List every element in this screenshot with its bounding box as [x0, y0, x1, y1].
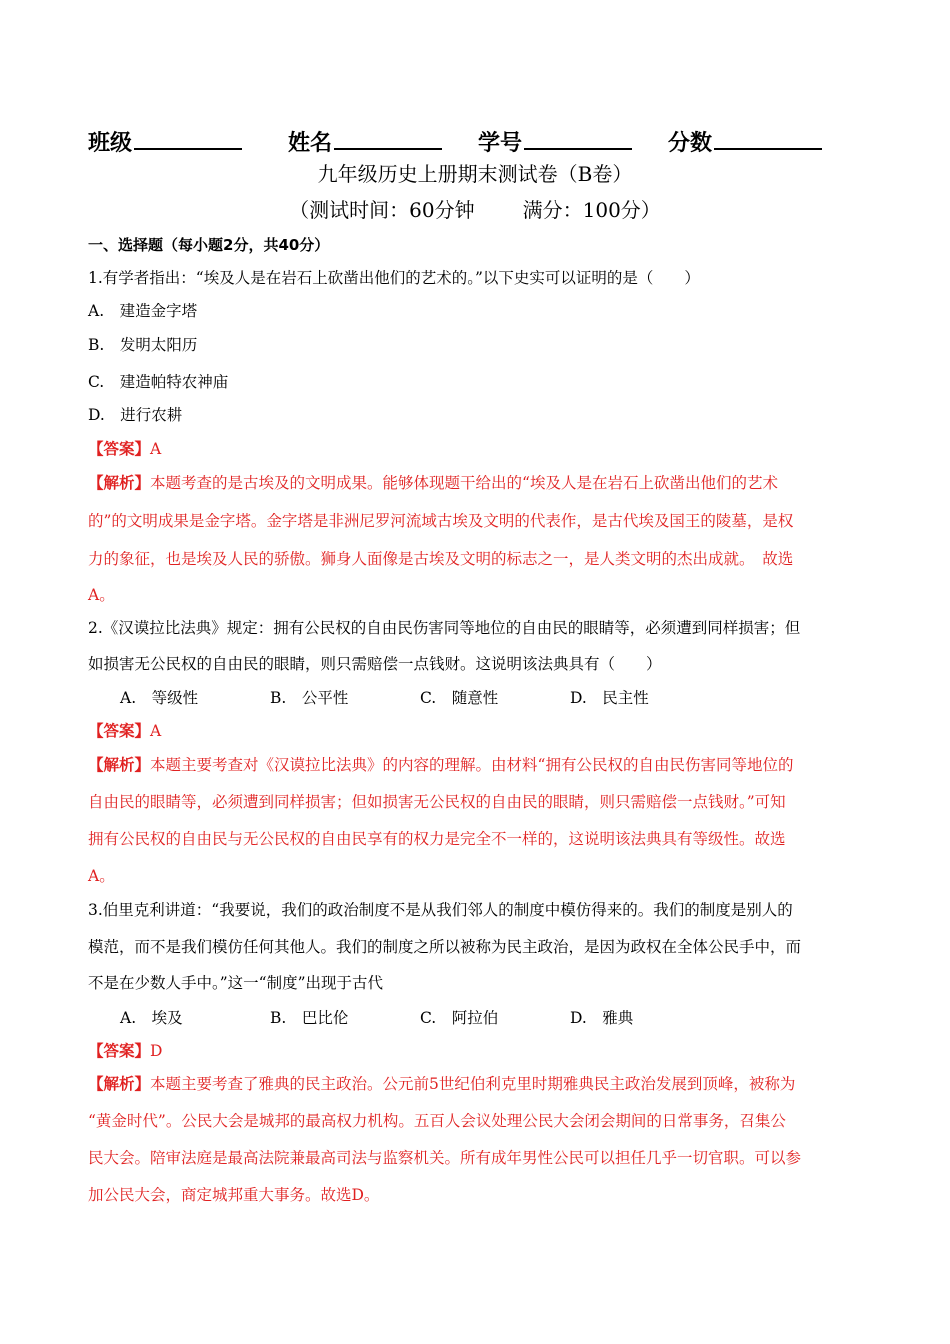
student-info-fields [88, 124, 868, 156]
exam-subtitle [0, 196, 950, 224]
q2-analysis-text: 本题主要考查对《汉谟拉比法典》的内容的理解。由材料“拥有公民权的自由民伤害同等地位的 [150, 756, 794, 774]
exam-time: （测试时间：60分钟 [289, 198, 475, 222]
q1-option-b: B. 发明太阳历 [88, 336, 198, 354]
q1-analysis-line: 的”的文明成果是金字塔。金字塔是非洲尼罗河流域古埃及文明的代表作，是古代埃及国王的陵墓，是权 [88, 512, 794, 530]
q1-option-c: C. 建造帕特农神庙 [88, 373, 229, 391]
q3-stem-line: 3.伯里克利讲道：“我要说，我们的政治制度不是从我们邻人的制度中模仿得来的。我们的制度是别人的 [88, 901, 793, 919]
q2-option-c: C. 随意性 [420, 689, 499, 707]
q3-option-b: B. 巴比伦 [270, 1009, 349, 1027]
q2-answer [88, 720, 868, 742]
q2-answer-value: A [150, 722, 162, 740]
q3-answer [88, 1040, 868, 1062]
student-id-field [478, 124, 632, 158]
q1-answer-value: A [150, 440, 162, 458]
score-field [668, 124, 822, 158]
name-field [288, 124, 442, 158]
score-label: 分数 [668, 131, 713, 156]
name-label: 姓名 [288, 131, 333, 156]
q3-analysis-line: 民大会。陪审法庭是最高法院兼最高司法与监察机关。所有成年男性公民可以担任几乎一切官职。可以参 [88, 1149, 802, 1167]
q1-stem: 1.有学者指出：“埃及人是在岩石上砍凿出他们的艺术的。”以下史实可以证明的是（ ） [88, 269, 700, 287]
answer-tag: 【答案】 [88, 721, 151, 740]
q2-analysis-line: A。 [88, 867, 115, 885]
q2-option-a: A. 等级性 [120, 689, 199, 707]
analysis-tag: 【解析】 [88, 755, 151, 774]
q2-options [120, 687, 820, 709]
class-blank [134, 124, 242, 150]
q1-analysis-line: 力的象征，也是埃及人民的骄傲。狮身人面像是古埃及文明的标志之一，是人类文明的杰出成就。 故选 [88, 550, 794, 568]
q2-option-b: B. 公平性 [270, 689, 349, 707]
q3-option-a: A. 埃及 [120, 1009, 183, 1027]
section-heading: 一、选择题（每小题2分，共40分） [88, 236, 330, 254]
score-blank [714, 124, 822, 150]
q3-option-d: D. 雅典 [570, 1009, 634, 1027]
q3-option-c: C. 阿拉伯 [420, 1009, 499, 1027]
q3-analysis-text: 本题主要考查了雅典的民主政治。公元前5世纪伯利克里时期雅典民主政治发展到顶峰，被称为 [150, 1075, 796, 1093]
exam-title: 九年级历史上册期末测试卷（B卷） [317, 162, 633, 186]
q1-answer [88, 438, 868, 460]
q3-analysis-line [88, 1073, 868, 1095]
q1-analysis-line [88, 472, 868, 494]
analysis-tag: 【解析】 [88, 1074, 151, 1093]
student-id-blank [524, 124, 632, 150]
q2-analysis-line: 自由民的眼睛等，必须遭到同样损害；但如损害无公民权的自由民的眼睛，则只需赔偿一点钱财。”可知 [88, 793, 786, 811]
q2-option-d: D. 民主性 [570, 689, 649, 707]
q2-stem-line: 如损害无公民权的自由民的眼睛，则只需赔偿一点钱财。这说明该法典具有（ ） [88, 655, 662, 673]
q3-answer-value: D [150, 1042, 163, 1060]
q1-analysis-text: 本题考查的是古埃及的文明成果。能够体现题干给出的“埃及人是在岩石上砍凿出他们的艺术 [150, 474, 778, 492]
q3-analysis-line: 加公民大会，商定城邦重大事务。故选D。 [88, 1186, 380, 1204]
analysis-tag: 【解析】 [88, 473, 151, 492]
exam-full-score: 满分：100分） [522, 198, 661, 222]
answer-tag: 【答案】 [88, 439, 151, 458]
q2-analysis-line: 拥有公民权的自由民与无公民权的自由民享有的权力是完全不一样的，这说明该法典具有等级性。故选 [88, 830, 786, 848]
class-field [88, 124, 242, 158]
q3-options [120, 1007, 820, 1029]
q1-analysis-line: A。 [88, 586, 115, 604]
answer-tag: 【答案】 [88, 1041, 151, 1060]
q2-stem-line: 2.《汉谟拉比法典》规定：拥有公民权的自由民伤害同等地位的自由民的眼睛等，必须遭到同样损害；但 [88, 619, 801, 637]
q2-analysis-line [88, 754, 868, 776]
class-label: 班级 [88, 131, 133, 156]
student-id-label: 学号 [478, 131, 523, 156]
name-blank [334, 124, 442, 150]
q1-option-d: D. 进行农耕 [88, 406, 183, 424]
q3-stem-line: 模范，而不是我们模仿任何其他人。我们的制度之所以被称为民主政治，是因为政权在全体公民手中，而 [88, 938, 802, 956]
q3-analysis-line: “黄金时代”。公民大会是城邦的最高权力机构。五百人会议处理公民大会闭会期间的日常事务，召集公 [88, 1112, 786, 1130]
q3-stem-line: 不是在少数人手中。”这一“制度”出现于古代 [88, 974, 384, 992]
q1-option-a: A. 建造金字塔 [88, 302, 198, 320]
